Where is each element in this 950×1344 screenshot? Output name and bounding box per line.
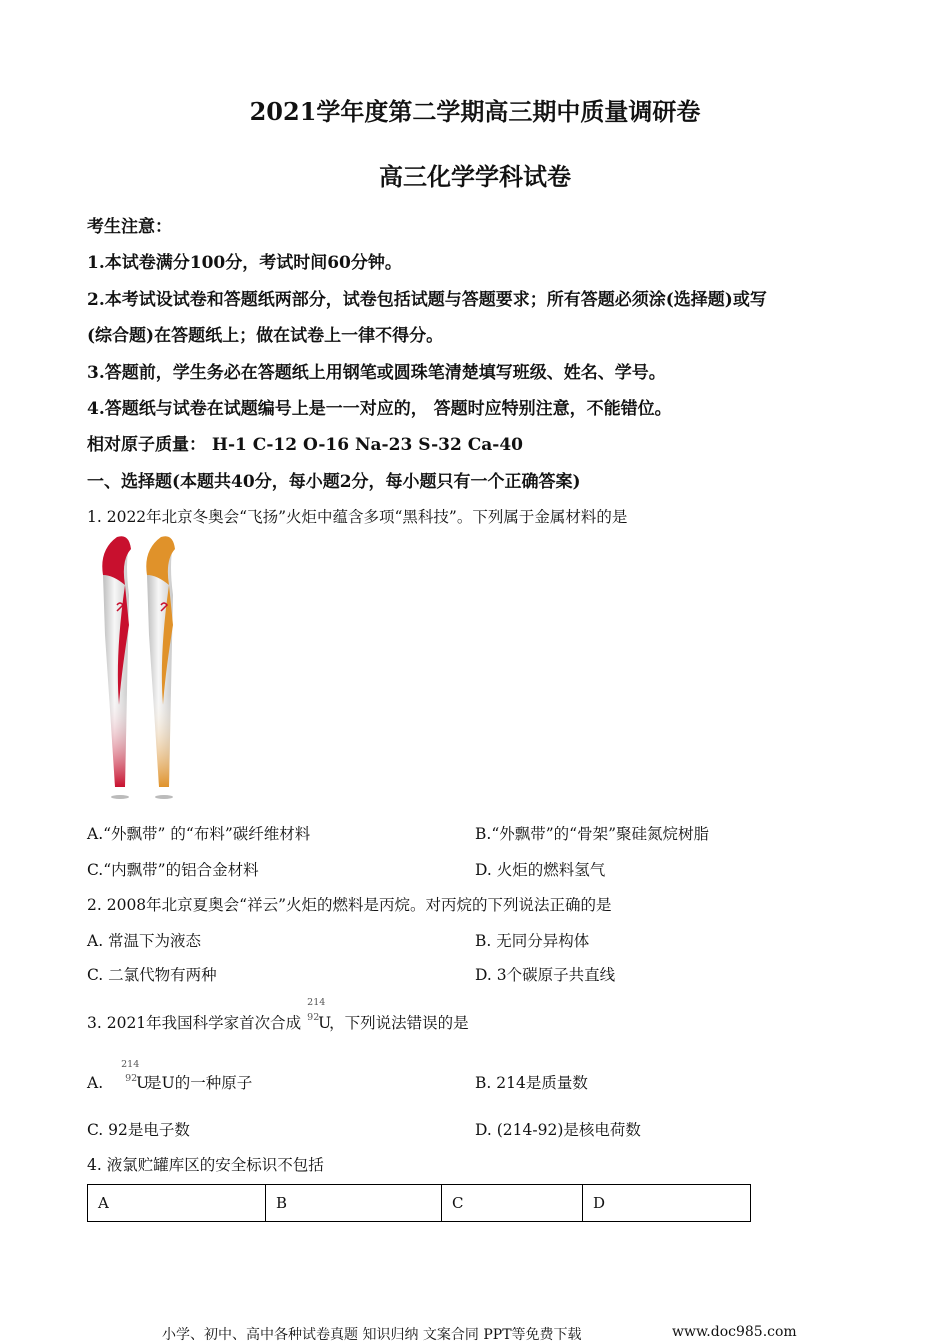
red-torch-base [109, 695, 127, 787]
q1-option-d: D. 火炬的燃料氢气 [475, 861, 606, 879]
atomic-mass-line: 相对原子质量： H-1 C-12 O-16 Na-23 S-32 Ca-40 [87, 435, 523, 455]
q4-cell-a: A [88, 1185, 266, 1222]
q3-atomic-number: 92 [307, 1012, 320, 1023]
section-1-heading: 一、选择题(本题共40分，每小题2分，每小题只有一个正确答案) [87, 472, 581, 492]
torch-image [95, 535, 190, 805]
q2-option-c: C. 二氯代物有两种 [87, 966, 217, 984]
red-torch-shadow [111, 795, 129, 799]
question-3-stem [87, 997, 469, 1033]
gold-torch-shadow [155, 795, 173, 799]
q3-mass-number: 214 [307, 997, 326, 1008]
q2-option-d: D. 3个碳原子共直线 [475, 966, 616, 984]
q3-option-a-text: 是U的一种原子 [146, 1074, 253, 1092]
gold-torch-base [153, 695, 171, 787]
q3-option-a [87, 1059, 253, 1093]
q3-option-a-element: U [136, 1074, 150, 1092]
notice-item-4: 4.答题纸与试卷在试题编号上是一一对应的， 答题时应特别注意，不能错位。 [87, 399, 672, 419]
q2-option-a: A. 常温下为液态 [87, 932, 202, 950]
q4-cell-d: D [583, 1185, 751, 1222]
notice-item-2: 2.本考试设试卷和答题纸两部分，试卷包括试题与答题要求；所有答题必须涂(选择题)或写 [87, 290, 767, 310]
q3-option-a-atomic: 92 [125, 1073, 138, 1084]
exam-subtitle: 高三化学学科试卷 [379, 162, 571, 191]
notice-heading: 考生注意： [87, 217, 172, 237]
q3-stem-before: 3. 2021年我国科学家首次合成 [87, 1014, 302, 1032]
q3-option-b: B. 214是质量数 [475, 1074, 588, 1092]
q4-cell-b: B [266, 1185, 442, 1222]
table-row [88, 1185, 751, 1222]
q3-element: U [318, 1014, 332, 1032]
notice-item-1: 1.本试卷满分100分，考试时间60分钟。 [87, 253, 402, 273]
exam-title: 2021学年度第二学期高三期中质量调研卷 [249, 97, 701, 126]
q3-option-c: C. 92是电子数 [87, 1121, 190, 1139]
q3-option-a-mass: 214 [121, 1059, 140, 1070]
q3-option-a-label: A. [87, 1074, 104, 1092]
q2-option-b: B. 无同分异构体 [475, 932, 590, 950]
notice-item-2-cont: (综合题)在答题纸上；做在试卷上一律不得分。 [87, 326, 444, 346]
question-2-stem: 2. 2008年北京夏奥会“祥云”火炬的燃料是丙烷。对丙烷的下列说法正确的是 [87, 896, 612, 914]
q3-stem-after: ，下列说法错误的是 [329, 1014, 469, 1032]
question-4-stem: 4. 液氯贮罐库区的安全标识不包括 [87, 1156, 324, 1174]
q3-nuclide [301, 997, 332, 1032]
q3-option-d: D. (214-92)是核电荷数 [475, 1121, 641, 1139]
question-1-stem: 1. 2022年北京冬奥会“飞扬”火炬中蕴含多项“黑科技”。下列属于金属材料的是 [87, 508, 628, 526]
footer-url[interactable]: www.doc985.com [672, 1324, 797, 1340]
q1-option-b: B.“外飘带”的“骨架”聚硅氮烷树脂 [475, 825, 710, 843]
q1-option-a: A.“外飘带” 的“布料”碳纤维材料 [87, 825, 311, 843]
q1-option-c: C.“内飘带”的铝合金材料 [87, 861, 259, 879]
q3-option-a-nuclide [103, 1059, 150, 1092]
q4-cell-c: C [442, 1185, 583, 1222]
notice-item-3: 3.答题前，学生务必在答题纸上用钢笔或圆珠笔清楚填写班级、姓名、学号。 [87, 363, 666, 383]
q4-options-table [87, 1184, 751, 1222]
footer-text: 小学、初中、高中各种试卷真题 知识归纳 文案合同 PPT等免费下载 [162, 1327, 582, 1343]
